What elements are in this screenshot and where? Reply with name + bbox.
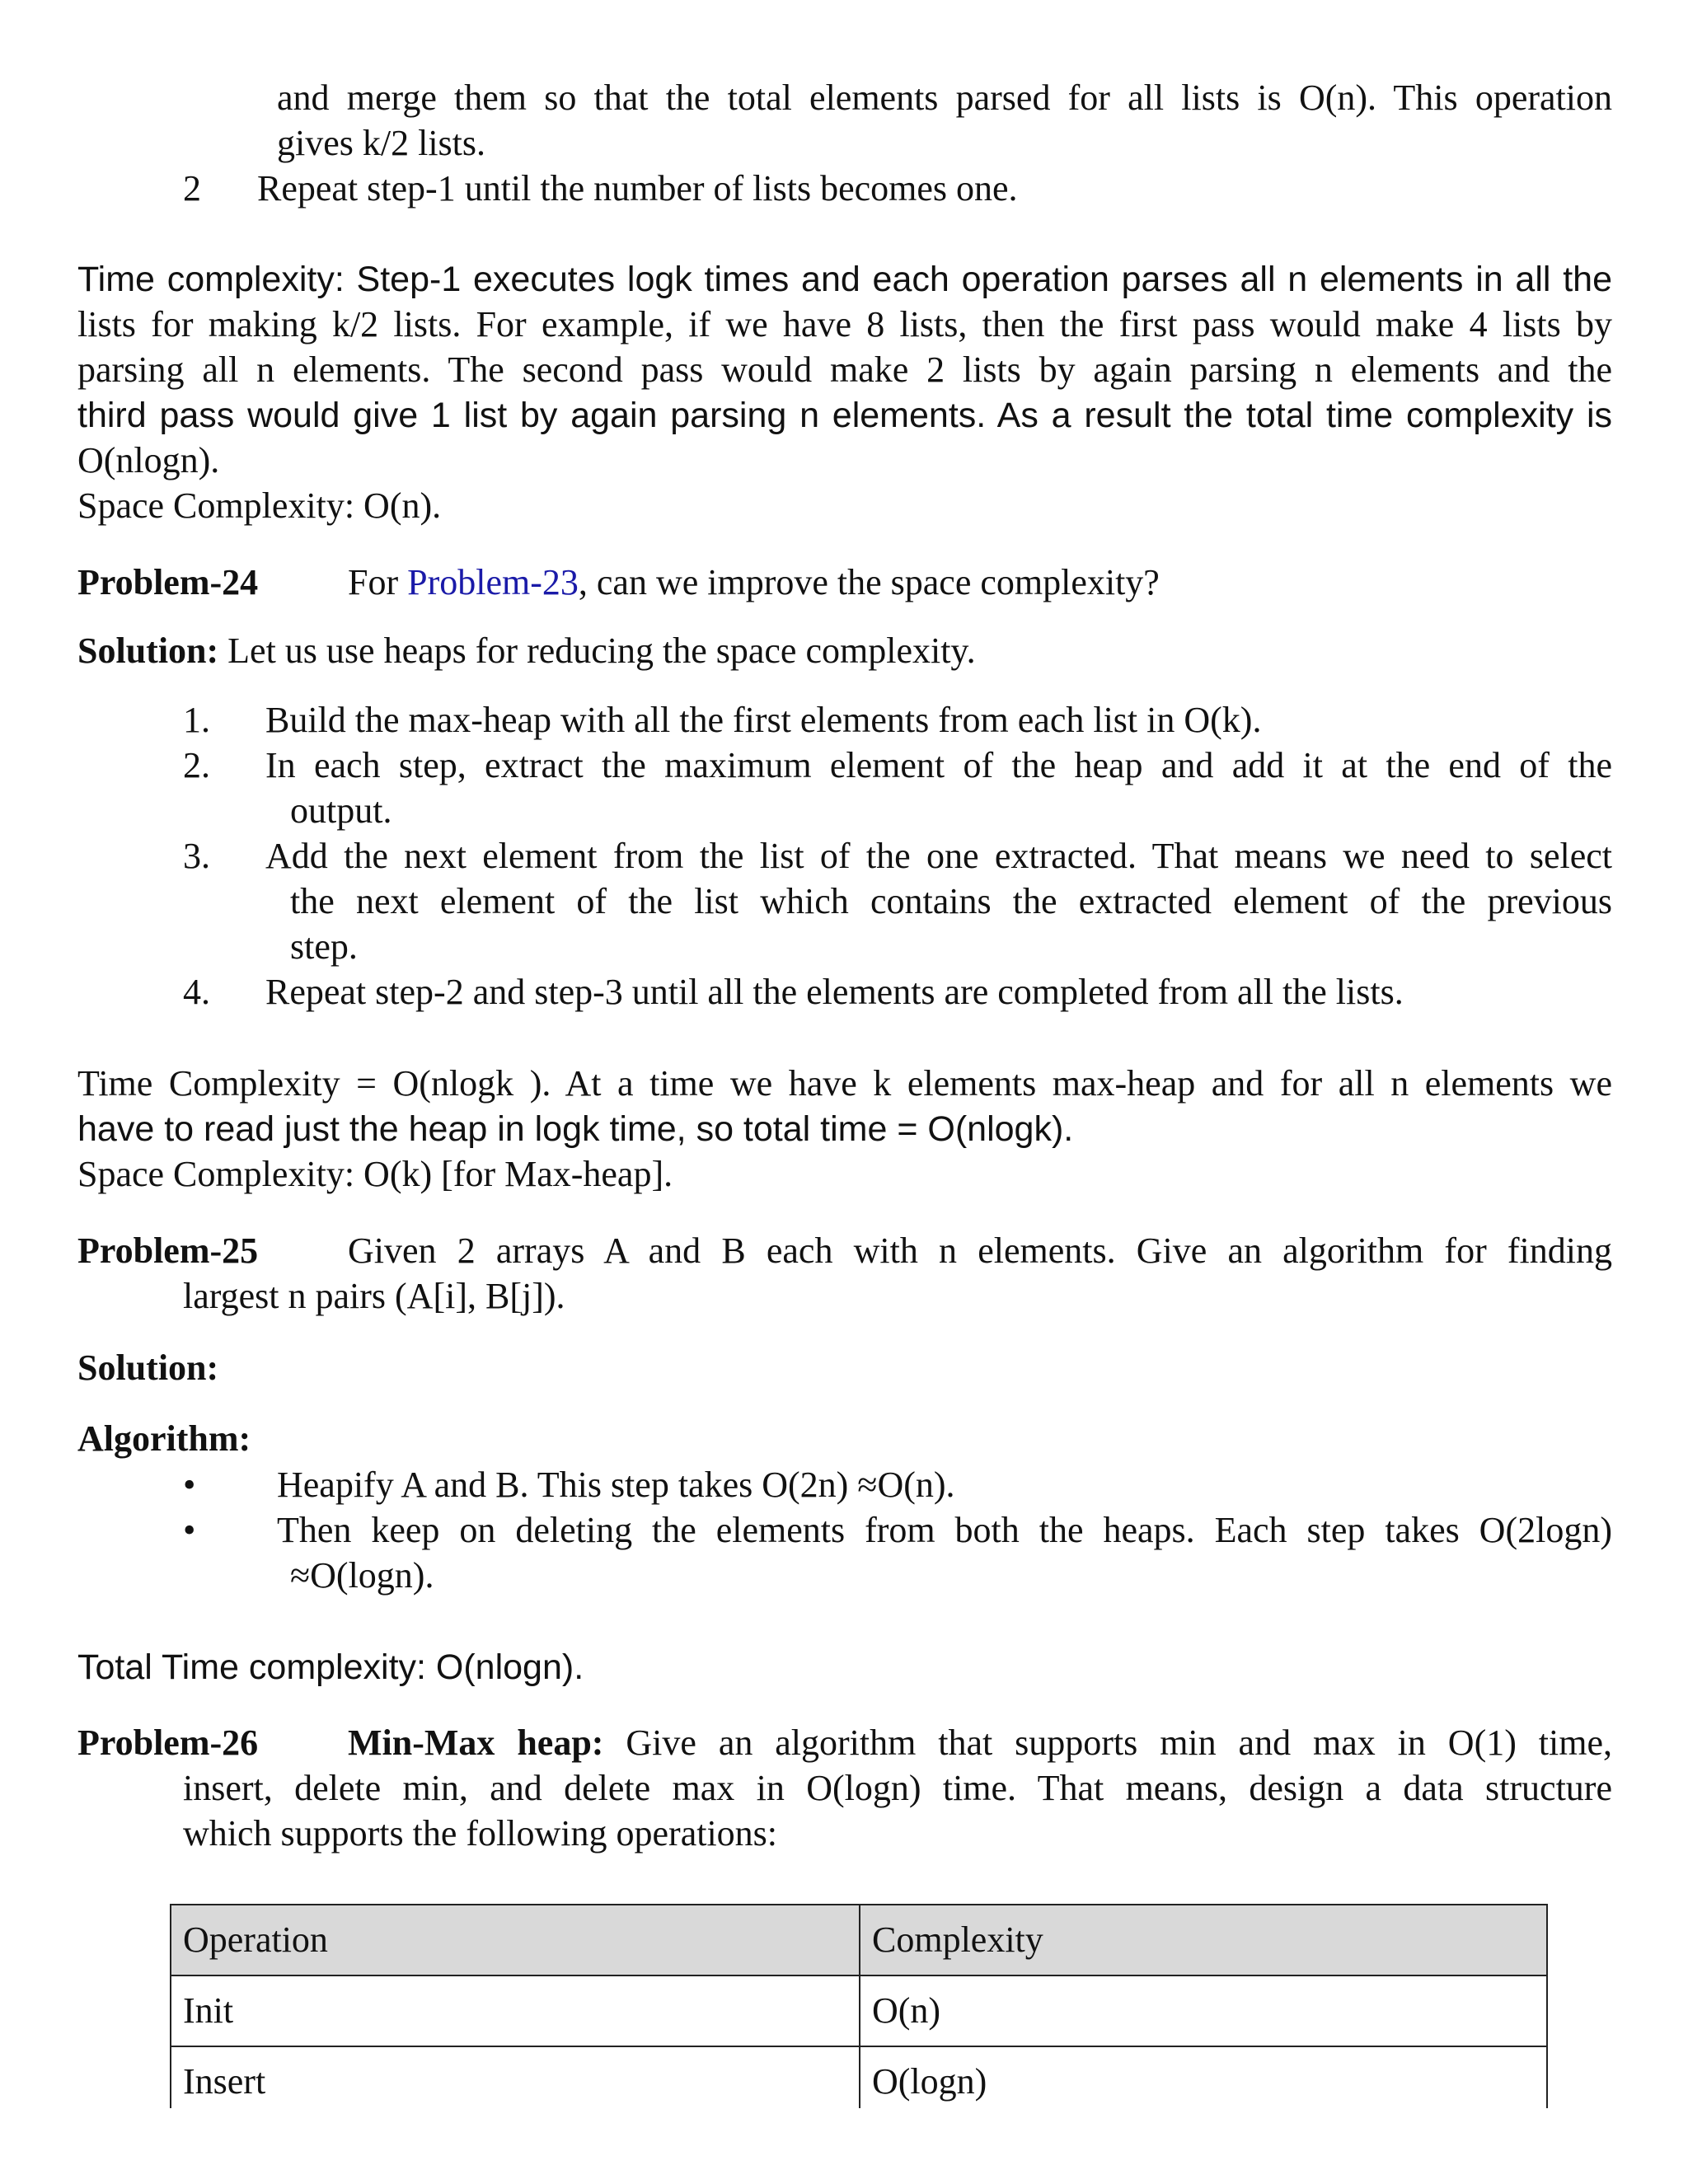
page-cutoff (0, 2108, 1688, 2184)
step-2-number-list: 2. (183, 745, 210, 785)
space-complexity-23: Space Complexity: O(n). (77, 485, 442, 526)
cell-operation: Insert (171, 2046, 860, 2117)
table-row (171, 2046, 1547, 2117)
space-complexity-24: Space Complexity: O(k) [for Max-heap]. (77, 1154, 673, 1194)
problem-25-solution-label: Solution: (77, 1347, 219, 1388)
time-complexity-24-line-2: have to read just the heap in logk time, so total time = O(nlogk). (77, 1109, 1074, 1149)
problem-24-label: Problem-24 (77, 562, 259, 602)
problem-25-label: Problem-25 (77, 1230, 259, 1271)
problem-24-solution: Solution: Let us use heaps for reducing the space complexity. (77, 630, 976, 671)
time-complexity-line-4: third pass would give 1 list by again parsing n elements. As a result the total time complexity is (77, 396, 1612, 435)
time-complexity-24-line-1: Time Complexity = O(nlogk ). At a time we have k elements max-heap and for all n elements we (77, 1063, 1612, 1104)
step-2-text-line-2: output. (290, 790, 392, 831)
problem-24-question: For Problem-23, can we improve the space complexity? (348, 562, 1160, 602)
problem-26-line-2: insert, delete min, and delete max in O(logn) time. That means, design a data structure (183, 1768, 1612, 1808)
step-3-text-line-1: Add the next element from the list of the one extracted. That means we need to select (265, 836, 1612, 876)
cell-operation: Init (171, 1975, 860, 2046)
step-2-number: 2 (183, 168, 201, 209)
step-3-text-line-3: step. (290, 926, 358, 967)
time-complexity-line-1: Time complexity: Step-1 executes logk times and each operation parses all n elements in all the (77, 260, 1612, 299)
step-4-number: 4. (183, 972, 210, 1012)
bullet-1-marker: • (183, 1465, 196, 1505)
table-row (171, 1975, 1547, 2046)
step-4-text: Repeat step-2 and step-3 until all the elements are completed from all the lists. (265, 972, 1404, 1012)
problem-25-line-1: Given 2 arrays A and B each with n elements. Give an algorithm for finding (348, 1230, 1612, 1271)
step-3-text-line-2: the next element of the list which contains the extracted element of the previous (290, 881, 1612, 921)
step-1-text: Build the max-heap with all the first elements from each list in O(k). (265, 700, 1262, 740)
step-3-number: 3. (183, 836, 210, 876)
problem-26-label: Problem-26 (77, 1722, 259, 1763)
total-time-complexity: Total Time complexity: O(nlogn). (77, 1647, 584, 1687)
algorithm-label: Algorithm: (77, 1418, 251, 1459)
time-complexity-line-2: lists for making k/2 lists. For example, if we have 8 lists, then the first pass would make 4 lists by (77, 304, 1612, 344)
table-header-row (171, 1905, 1547, 1975)
time-complexity-line-3: parsing all n elements. The second pass would make 2 lists by again parsing n elements and the (77, 349, 1612, 390)
problem-26-line-3: which supports the following operations: (183, 1813, 778, 1854)
merge-step-line-2: gives k/2 lists. (277, 123, 486, 163)
operations-table (170, 1904, 1548, 2118)
merge-step-line-1: and merge them so that the total elements parsed for all lists is O(n). This operation (277, 77, 1612, 118)
problem-25-line-2: largest n pairs (A[i], B[j]). (183, 1276, 565, 1316)
bullet-2-text-line-2: ≈O(logn). (290, 1555, 434, 1596)
cell-complexity: O(n) (860, 1975, 1547, 2046)
step-1-number: 1. (183, 700, 210, 740)
step-2-text: Repeat step-1 until the number of lists becomes one. (257, 168, 1018, 209)
problem-26-line-1: Min-Max heap: Give an algorithm that supports min and max in O(1) time, (348, 1722, 1613, 1763)
bullet-2-text-line-1: Then keep on deleting the elements from both the heaps. Each step takes O(2logn) (277, 1510, 1612, 1550)
problem-23-link[interactable]: Problem-23 (407, 562, 579, 602)
cell-complexity: O(logn) (860, 2046, 1547, 2117)
bullet-2-marker: • (183, 1510, 196, 1550)
step-2-text-line-1: In each step, extract the maximum element of the heap and add it at the end of the (265, 745, 1612, 785)
header-operation: Operation (171, 1905, 860, 1975)
bullet-1-text: Heapify A and B. This step takes O(2n) ≈O(n). (277, 1465, 955, 1505)
time-complexity-line-5: O(nlogn). (77, 440, 220, 480)
header-complexity: Complexity (860, 1905, 1547, 1975)
